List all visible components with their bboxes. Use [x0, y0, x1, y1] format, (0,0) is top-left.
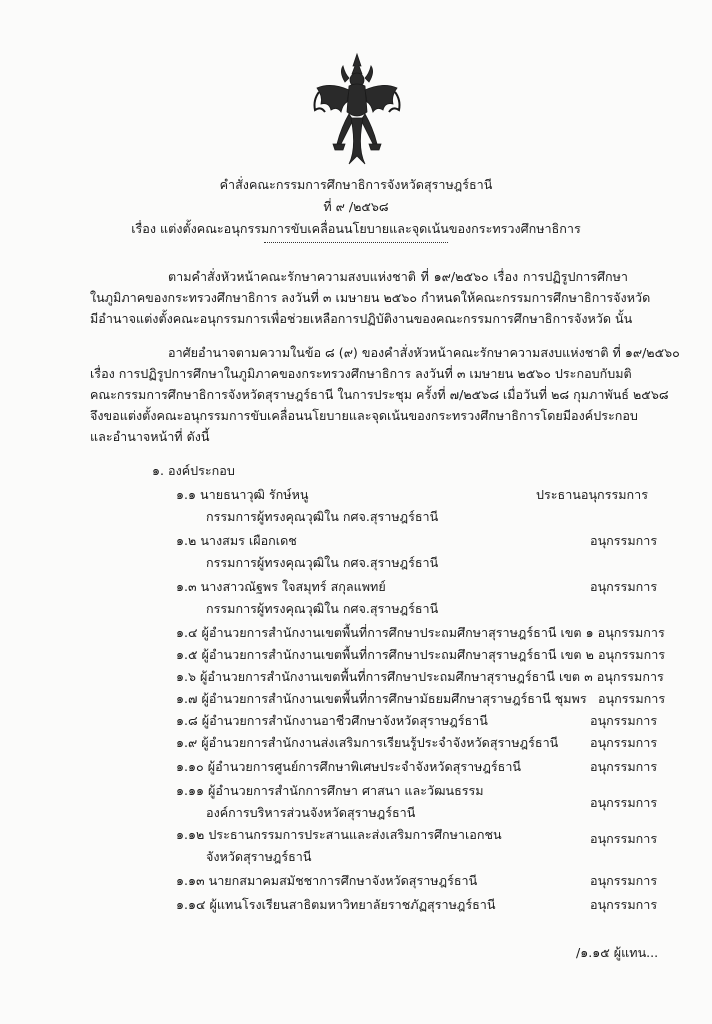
paragraph-2-line: คณะกรรมการศึกษาธิการจังหวัดสุราษฎร์ธานี ในการประชุม ครั้งที่ ๗/๒๕๖๘ เมื่อวันที่ ๒๘ กุมภาพันธ์ ๒๕๖๘ [90, 387, 669, 402]
member-role: อนุกรรมการ [590, 713, 658, 728]
paragraph-2-line: อาศัยอำนาจตามความในข้อ ๘ (๙) ของคำสั่งหัวหน้าคณะรักษาความสงบแห่งชาติ ที่ ๑๙/๒๕๖๐ [168, 345, 680, 360]
member-name: นางสมร เผือกเดช [200, 533, 297, 548]
member-subtitle: กรรมการผู้ทรงคุณวุฒิใน กศจ.สุราษฎร์ธานี [206, 601, 439, 616]
member-row [176, 896, 495, 914]
member-role: อนุกรรมการ [597, 625, 665, 640]
member-role: อนุกรรมการ [590, 831, 658, 846]
member-subtitle: กรรมการผู้ทรงคุณวุฒิใน กศจ.สุราษฎร์ธานี [206, 555, 439, 570]
member-row [176, 690, 587, 708]
member-name: นายธนาวุฒิ รักษ์หนู [200, 487, 309, 502]
paragraph-1-line: ตามคำสั่งหัวหน้าคณะรักษาความสงบแห่งชาติ ที่ ๑๙/๒๕๖๐ เรื่อง การปฏิรูปการศึกษา [168, 269, 628, 284]
member-role: อนุกรรมการ [590, 759, 658, 774]
member-number: ๑.๕ [176, 647, 198, 662]
member-row [176, 624, 665, 642]
paragraph-1-line: มีอำนาจแต่งตั้งคณะอนุกรรมการเพื่อช่วยเหลือการปฏิบัติงานของคณะกรรมการศึกษาธิการจังหวัด นั้น [90, 311, 633, 326]
paragraph-2-line: จึงขอแต่งตั้งคณะอนุกรรมการขับเคลื่อนนโยบายและจุดเน้นของกระทรวงศึกษาธิการโดยมีองค์ประกอบ [90, 408, 638, 423]
member-row [176, 782, 484, 800]
member-role: อนุกรรมการ [590, 873, 658, 888]
member-row [176, 712, 488, 730]
member-name: ผู้อำนวยการสำนักงานเขตพื้นที่การศึกษาประถมศึกษาสุราษฎร์ธานี เขต ๓ [200, 669, 593, 684]
member-role: อนุกรรมการ [590, 735, 658, 750]
separator-dots [264, 242, 448, 243]
member-number: ๑.๙ [176, 735, 198, 750]
member-name: ผู้อำนวยการสำนักงานเขตพื้นที่การศึกษามัธยมศึกษาสุราษฎร์ธานี ชุมพร [201, 691, 587, 706]
member-row [176, 646, 665, 664]
paragraph-1-line: ในภูมิภาคของกระทรวงศึกษาธิการ ลงวันที่ ๓ เมษายน ๒๕๖๐ กำหนดให้คณะกรรมการศึกษาธิการจังหวัด [90, 290, 651, 305]
member-row [176, 486, 309, 504]
member-number: ๑.๑ [176, 487, 196, 502]
member-row [176, 532, 297, 550]
member-name: ผู้อำนวยการสำนักการศึกษา ศาสนา และวัฒนธรรม [208, 783, 484, 798]
member-name: ผู้แทนโรงเรียนสาธิตมหาวิทยาลัยราชภัฏสุราษฎร์ธานี [209, 897, 496, 912]
member-number: ๑.๑๓ [176, 873, 205, 888]
member-row [176, 758, 521, 776]
member-number: ๑.๗ [176, 691, 198, 706]
member-row [176, 826, 502, 844]
garuda-emblem [309, 52, 405, 168]
section-heading: ๑. องค์ประกอบ [152, 463, 235, 478]
member-number: ๑.๒ [176, 533, 197, 548]
member-row [176, 668, 664, 686]
member-name: ผู้อำนวยการสำนักงานส่งเสริมการเรียนรู้ประจำจังหวัดสุราษฎร์ธานี [201, 735, 559, 750]
member-role: ประธานอนุกรรมการ [536, 487, 648, 502]
member-number: ๑.๑๑ [176, 783, 204, 798]
order-number: ที่ ๙ /๒๕๖๘ [323, 199, 389, 214]
member-number: ๑.๖ [176, 669, 196, 684]
member-row [176, 578, 386, 596]
next-page-marker: /๑.๑๕ ผู้แทน... [576, 945, 659, 960]
member-name: ประธานกรรมการประสานและส่งเสริมการศึกษาเอกชน [208, 827, 502, 842]
member-role: อนุกรรมการ [590, 579, 658, 594]
paragraph-2-line: และอำนาจหน้าที่ ดังนี้ [90, 429, 210, 444]
member-subtitle: จังหวัดสุราษฎร์ธานี [206, 849, 312, 864]
member-name: ผู้อำนวยการสำนักงานเขตพื้นที่การศึกษาประถมศึกษาสุราษฎร์ธานี เขต ๑ [201, 625, 594, 640]
order-subject: เรื่อง แต่งตั้งคณะอนุกรรมการขับเคลื่อนนโยบายและจุดเน้นของกระทรวงศึกษาธิการ [131, 221, 581, 236]
member-name: ผู้อำนวยการศูนย์การศึกษาพิเศษประจำจังหวัดสุราษฎร์ธานี [207, 759, 522, 774]
member-name: ผู้อำนวยการสำนักงานอาชีวศึกษาจังหวัดสุราษฎร์ธานี [201, 713, 488, 728]
member-role: อนุกรรมการ [598, 691, 666, 706]
member-number: ๑.๑๒ [176, 827, 205, 842]
member-role: อนุกรรมการ [590, 795, 658, 810]
member-number: ๑.๑๐ [176, 759, 204, 774]
paragraph-2 [90, 342, 680, 447]
order-title: คำสั่งคณะกรรมการศึกษาธิการจังหวัดสุราษฎร์ธานี [219, 177, 493, 192]
member-role: อนุกรรมการ [590, 897, 658, 912]
member-number: ๑.๔ [176, 625, 198, 640]
member-role: อนุกรรมการ [596, 669, 664, 684]
member-name: นางสาวณัฐพร ใจสมุทร์ สกุลแพทย์ [200, 579, 386, 594]
member-name: ผู้อำนวยการสำนักงานเขตพื้นที่การศึกษาประถมศึกษาสุราษฎร์ธานี เขต ๒ [201, 647, 594, 662]
member-number: ๑.๓ [176, 579, 197, 594]
member-number: ๑.๘ [176, 713, 198, 728]
member-row [176, 734, 558, 752]
member-role: อนุกรรมการ [597, 647, 666, 662]
member-row [176, 872, 477, 890]
paragraph-2-line: เรื่อง การปฏิรูปการศึกษาในภูมิภาคของกระทรวงศึกษาธิการ ลงวันที่ ๓ เมษายน ๒๕๖๐ ประกอบกับมติ [90, 366, 632, 381]
member-role: อนุกรรมการ [590, 533, 658, 548]
member-name: นายกสมาคมสมัชชาการศึกษาจังหวัดสุราษฎร์ธานี [208, 873, 478, 888]
member-subtitle: กรรมการผู้ทรงคุณวุฒิใน กศจ.สุราษฎร์ธานี [206, 509, 439, 524]
member-subtitle: องค์การบริหารส่วนจังหวัดสุราษฎร์ธานี [206, 805, 416, 820]
paragraph-1 [90, 266, 651, 329]
member-number: ๑.๑๔ [176, 897, 206, 912]
